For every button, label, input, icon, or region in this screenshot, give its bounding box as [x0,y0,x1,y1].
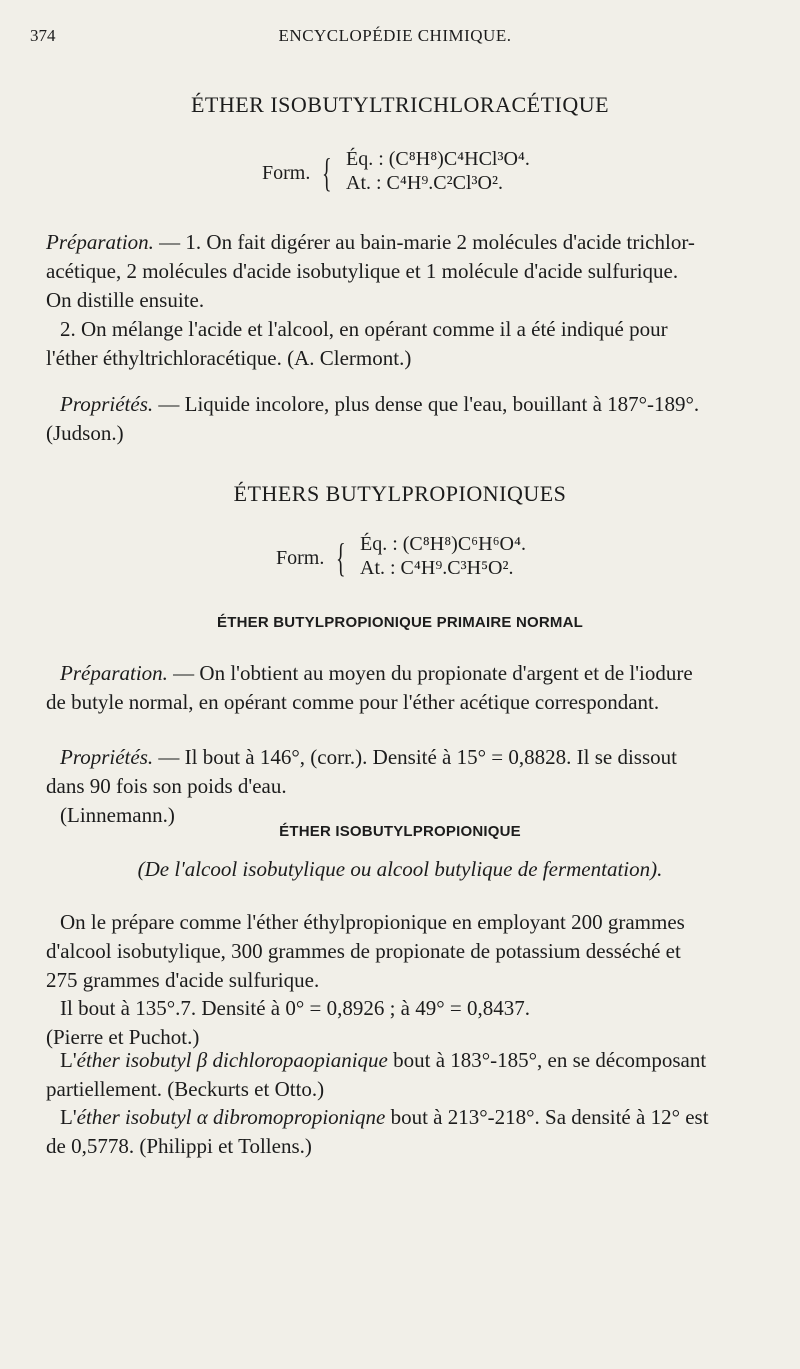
text-line: de butyle normal, en opérant comme pour l'éther acétique correspondant. [46,690,660,714]
text-line: 2. On mélange l'acide et l'alcool, en opérant comme il a été indiqué pour [60,317,668,341]
text-line: On distille ensuite. [46,288,205,312]
text-line [46,1046,768,1075]
properties-label: Propriétés. [60,745,154,769]
text-line: d'alcool isobutylique, 300 grammes de propionate de potassium desséché et [46,939,681,963]
text-line: partiellement. (Beckurts et Otto.) [46,1077,325,1101]
text-line: l'éther éthyltrichloracétique. (A. Clermont.) [46,346,412,370]
text-line [46,1103,768,1132]
reference-text: (Pierre et Puchot.) [46,1025,200,1049]
formula-eq: Éq. : (C⁸H⁸)C⁶H⁶O⁴. [360,533,526,555]
preparation-label: Préparation. [60,661,168,685]
subsection-title-primaire-normal: ÉTHER BUTYLPROPIONIQUE PRIMAIRE NORMAL [217,614,583,631]
preparation-paragraph-1 [46,228,768,373]
text-line [46,390,768,419]
formula-label: Form. [276,547,325,569]
compound-name: éther isobutyl α dibromopropioniqne [76,1105,386,1129]
running-title: ENCYCLOPÉDIE CHIMIQUE. [278,26,512,45]
brace: { [336,535,346,580]
text-line: (Judson.) [46,421,124,445]
dichloro-paragraph [46,1046,768,1104]
text-line [46,228,768,257]
line-text: bout à 183°-185°, en se décomposant [387,1048,707,1072]
formula-at: At. : C⁴H⁹.C²Cl³O². [346,172,503,194]
text-line: de 0,5778. (Philippi et Tollens.) [46,1134,312,1158]
formula-at: At. : C⁴H⁹.C³H⁵O². [360,557,514,579]
section-title-isobutyltrichloracetique: ÉTHER ISOBUTYLTRICHLORACÉTIQUE [190,92,610,117]
line-text: — Il bout à 146°, (corr.). Densité à 15° = 0,8828. Il se dissout [153,745,677,769]
section-title-butylpropioniques: ÉTHERS BUTYLPROPIONIQUES [233,481,567,506]
line-text: bout à 213°-218°. Sa densité à 12° est [385,1105,709,1129]
section-subtitle: (De l'alcool isobutylique ou alcool butylique de fermentation). [137,857,663,881]
text-line: dans 90 fois son poids d'eau. [46,774,287,798]
body-paragraph [46,908,768,995]
formula-eq: Éq. : (C⁸H⁸)C⁴HCl³O⁴. [346,148,530,170]
text-line: On le prépare comme l'éther éthylpropionique en employant 200 grammes [60,910,685,934]
dibromo-paragraph [46,1103,768,1161]
compound-name: éther isobutyl β dichloropaopianique [76,1048,388,1072]
line-text: — 1. On fait digérer au bain-marie 2 molécules d'acide trichlor- [153,230,695,254]
line-text: L' [60,1105,77,1129]
page-number: 374 [30,26,56,45]
text-line: 275 grammes d'acide sulfurique. [46,968,320,992]
text-line [46,743,768,772]
properties-paragraph-1 [46,390,768,448]
preparation-paragraph-2 [46,659,768,717]
formula-label: Form. [262,162,311,184]
text-line [46,659,768,688]
boiling-point-paragraph [46,994,768,1052]
brace: { [322,150,332,195]
properties-paragraph-2 [46,743,768,830]
subsection-title-isobutylpropionique: ÉTHER ISOBUTYLPROPIONIQUE [279,823,521,840]
line-text: — On l'obtient au moyen du propionate d'argent et de l'iodure [167,661,693,685]
text-line: acétique, 2 molécules d'acide isobutylique et 1 molécule d'acide sulfurique. [46,259,679,283]
properties-label: Propriétés. [60,392,154,416]
preparation-label: Préparation. [46,230,154,254]
page-header [30,26,760,50]
line-text: L' [60,1048,77,1072]
text-line: Il bout à 135°.7. Densité à 0° = 0,8926 ; à 49° = 0,8437. [60,996,530,1020]
text-line: (Linnemann.) [60,803,175,827]
line-text: — Liquide incolore, plus dense que l'eau, bouillant à 187°-189°. [153,392,700,416]
